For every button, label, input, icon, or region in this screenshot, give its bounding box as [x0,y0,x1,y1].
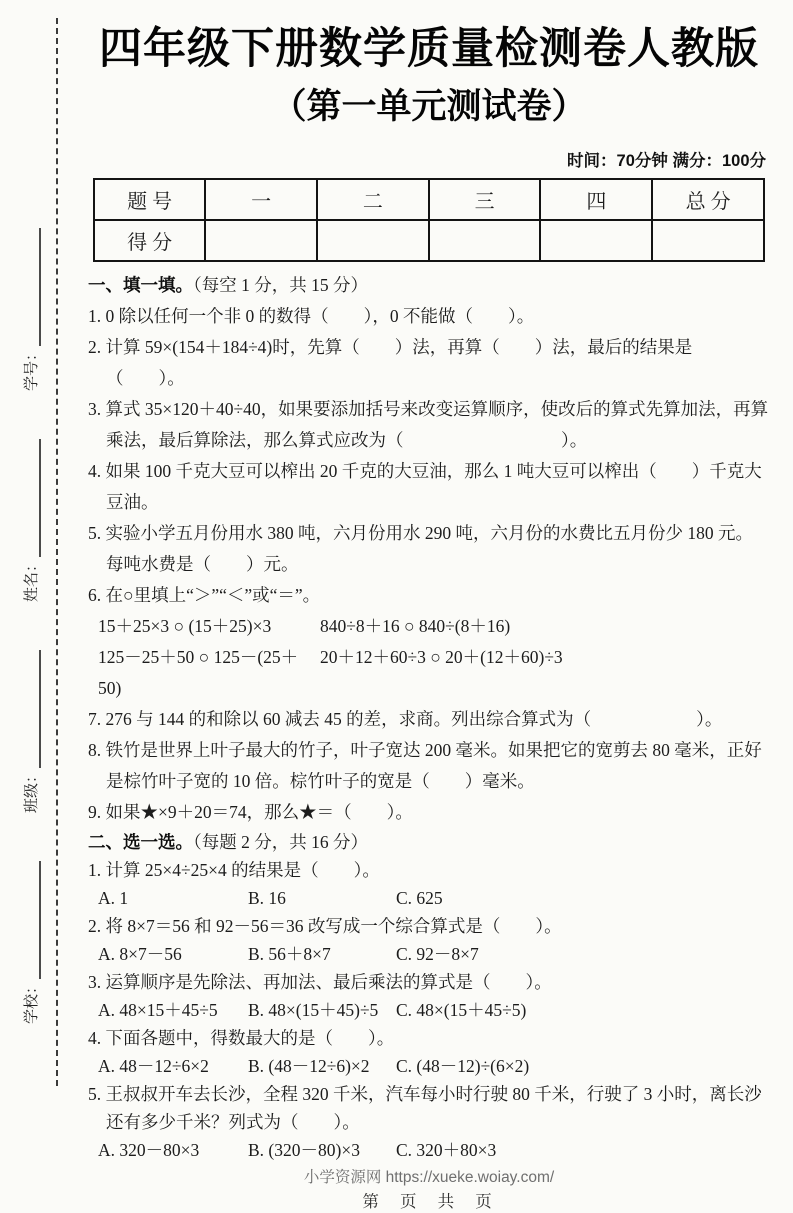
section-choice-title: 二、选一选。 [88,832,193,852]
fill-question-1: 1. 0 除以任何一个非 0 的数得（ ），0 不能做（ ）。 [88,306,535,326]
option-c: C. 48×(15＋45÷5) [396,1000,527,1020]
choice-question-3: 3. 运算顺序是先除法、再加法、最后乘法的算式是（ ）。 [88,972,552,992]
page-number-text: 第 页 共 页 [362,1192,496,1211]
option-a: A. 48－12÷6×2 [98,1056,209,1076]
student-number-field [20,228,41,391]
fill-question-9: 9. 如果★×9＋20＝74，那么★＝（ ）。 [88,802,413,822]
choice-question-3-options [88,996,770,1024]
section-multiple-choice [88,828,770,1164]
student-info-strip [8,20,52,1080]
compare-pair: 840÷8＋16 ○ 840÷(8＋16) [320,616,511,636]
score-cell-empty [317,220,429,261]
option-c: C. 92－8×7 [396,944,479,964]
score-cell-empty [540,220,652,261]
student-number-label: 学号： [23,345,40,391]
score-table-header-cell: 一 [205,179,317,220]
exam-meta: 时间：70分钟 满分：100分 [567,152,766,170]
choice-question-4-options [88,1052,770,1080]
page-title: 四年级下册数学质量检测卷人教版 [99,25,759,73]
score-table-header-cell: 题 号 [94,179,205,220]
section-choice-heading [88,828,770,856]
option-b: B. 48×(15＋45)÷5 [248,1000,379,1020]
choice-question-4: 4. 下面各题中，得数最大的是（ ）。 [88,1028,395,1048]
score-cell-empty [652,220,764,261]
score-table-header-row [94,179,764,220]
school-label: 学校： [23,978,40,1024]
score-table-score-row [94,220,764,261]
exam-paper [88,0,770,1213]
section-choice-note: （每题 2 分，共 16 分） [193,832,368,852]
score-table-header-cell: 二 [317,179,429,220]
option-b: B. (48－12÷6)×2 [248,1056,370,1076]
option-c: C. (48－12)÷(6×2) [396,1056,530,1076]
score-table [93,178,765,262]
compare-pair: 125－25＋50 ○ 125－(25＋50) [98,647,299,698]
seal-margin [0,0,88,1122]
name-blank-line [25,439,41,557]
choice-question-1-options [88,884,770,912]
class-blank-line [25,650,41,768]
score-cell-empty [205,220,317,261]
choice-question-5-options [88,1136,770,1164]
fill-question-6: 6. 在○里填上“＞”“＜”或“＝”。 [88,585,321,605]
section-fill-heading [88,270,770,301]
choice-question-2-options [88,940,770,968]
class-label: 班级： [23,767,40,813]
page-subtitle: （第一单元测试卷） [271,87,587,126]
choice-question-5: 5. 王叔叔开车去长沙，全程 320 千米，汽车每小时行驶 80 千米，行驶了 3 小时，离长沙还有多少千米？列式为（ ）。 [88,1084,762,1132]
score-cell-empty [429,220,541,261]
score-table-header-cell: 总 分 [652,179,764,220]
source-site-text: 小学资源网 https://xueke.woiay.com/ [303,1169,555,1186]
section-fill-title: 一、填一填。 [88,275,193,295]
score-table-header-cell: 四 [540,179,652,220]
option-b: B. 56＋8×7 [248,944,331,964]
section-fill-note: （每空 1 分，共 15 分） [193,275,368,295]
fill-question-3: 3. 算式 35×120＋40÷40，如果要添加括号来改变运算顺序，使改后的算式先算加法，再算乘法，最后算除法，那么算式应改为（ ）。 [88,399,769,450]
choice-question-1: 1. 计算 25×4÷25×4 的结果是（ ）。 [88,860,380,880]
choice-question-2: 2. 将 8×7＝56 和 92－56＝36 改写成一个综合算式是（ ）。 [88,916,562,936]
option-a: A. 48×15＋45÷5 [98,1000,218,1020]
fill-question-5: 5. 实验小学五月份用水 380 吨，六月份用水 290 吨，六月份的水费比五月份少 180 元。每吨水费是（ ）元。 [88,523,753,574]
student-number-blank-line [25,228,41,346]
score-table-header-cell: 三 [429,179,541,220]
option-a: A. 320－80×3 [98,1140,200,1160]
fill-question-4: 4. 如果 100 千克大豆可以榨出 20 千克的大豆油，那么 1 吨大豆可以榨出（ ）千克大豆油。 [88,461,762,512]
option-b: B. (320－80)×3 [248,1140,360,1160]
page-footer [88,1168,770,1213]
section-fill-in [88,270,770,828]
option-b: B. 16 [248,888,286,908]
score-row-label: 得 分 [94,220,205,261]
option-c: C. 625 [396,888,443,908]
fill-question-8: 8. 铁竹是世界上叶子最大的竹子，叶子宽达 200 毫米。如果把它的宽剪去 80 毫米，正好是棕竹叶子宽的 10 倍。棕竹叶子的宽是（ ）毫米。 [88,740,762,791]
compare-pair: 15＋25×3 ○ (15＋25)×3 [98,616,272,636]
option-a: A. 8×7－56 [98,944,182,964]
school-field [20,861,41,1024]
option-c: C. 320＋80×3 [396,1140,497,1160]
fill-question-7: 7. 276 与 144 的和除以 60 减去 45 的差，求商。列出综合算式为（ ）。 [88,709,723,729]
compare-pair: 20＋12＋60÷3 ○ 20＋(12＋60)÷3 [320,647,563,667]
seal-dashed-line [56,18,58,1086]
name-label: 姓名： [23,556,40,602]
fill-question-2: 2. 计算 59×(154＋184÷4)时，先算（ ）法，再算（ ）法，最后的结果是（ ）。 [88,337,693,388]
class-field [20,650,41,813]
compare-pairs-grid [88,611,770,704]
school-blank-line [25,861,41,979]
name-field [20,439,41,602]
option-a: A. 1 [98,888,129,908]
